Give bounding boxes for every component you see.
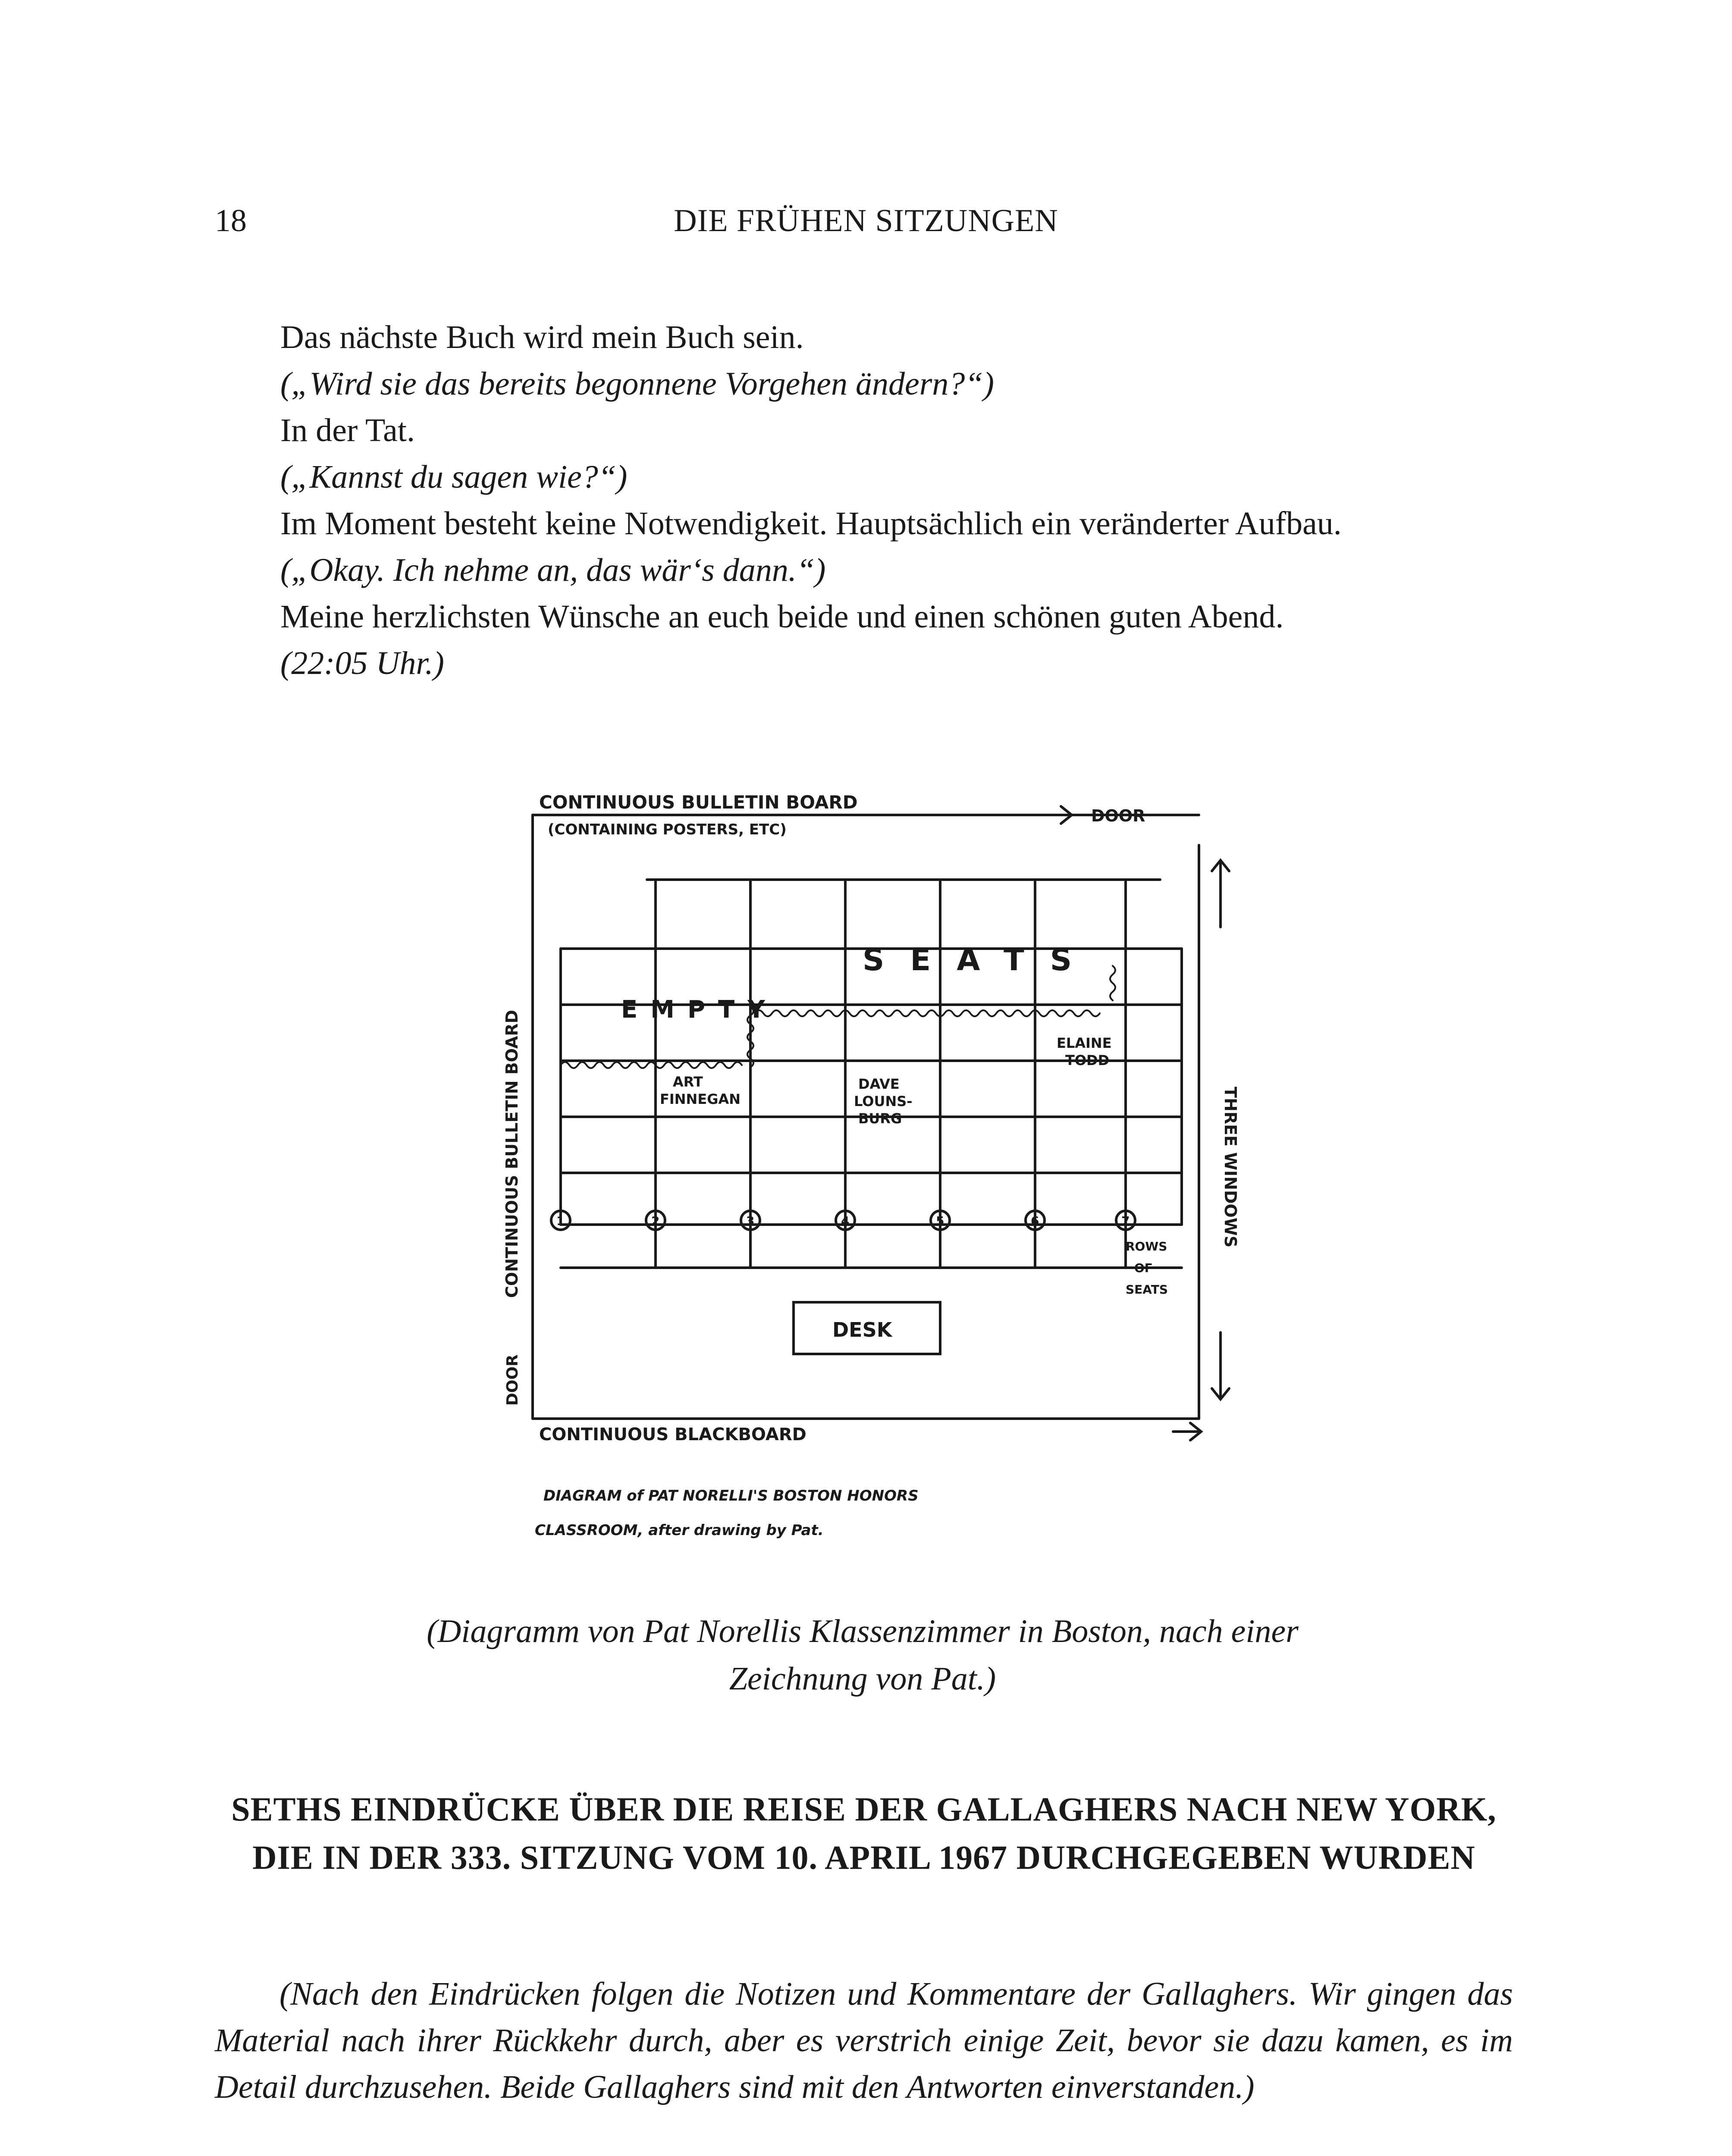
seat-grid-columns <box>561 880 1182 1268</box>
desk-label: DESK <box>832 1318 892 1341</box>
row-number: 4 <box>841 1214 850 1228</box>
person-dave-line3: BURG <box>858 1110 902 1127</box>
wavy-line <box>1110 966 1115 1000</box>
person-elaine-line2: TODD <box>1065 1052 1110 1069</box>
dialog-line: Meine herzlichsten Wünsche an euch beide und einen schönen guten Abend. <box>280 599 1284 635</box>
door-top-label: DOOR <box>1091 806 1145 825</box>
row-number: 2 <box>651 1214 660 1228</box>
row-number: 7 <box>1121 1214 1130 1228</box>
person-dave-line1: DAVE <box>858 1076 900 1092</box>
dialog-line: („Kannst du sagen wie?“) <box>280 459 628 495</box>
paragraph-italic: (Nach den Eindrücken folgen die Notizen und Kommentare der Gallaghers. Wir gingen das Material nach ihrer Rückkehr durch, aber es verstrich einige Zeit, bevor sie dazu kamen, es im Detail durchzusehen. Beide Gallaghers sind mit den Antworten einverstanden.) <box>215 1976 1513 2105</box>
rows-label-line3: SEATS <box>1126 1282 1168 1297</box>
person-elaine-line1: ELAINE <box>1057 1035 1112 1051</box>
seats-label: SEATS <box>863 942 1098 978</box>
dialog-line: Im Moment besteht keine Notwendigkeit. Hauptsächlich ein veränderter Aufbau. <box>280 505 1342 542</box>
classroom-diagram <box>492 785 1240 1578</box>
page-number: 18 <box>215 203 247 238</box>
handwritten-caption-1: DIAGRAM of PAT NORELLI'S BOSTON HONORS <box>543 1487 919 1504</box>
row-number: 6 <box>1031 1214 1039 1228</box>
dialog-line: („Okay. Ich nehme an, das wär‘s dann.“) <box>280 552 826 588</box>
section-heading: SETHS EINDRÜCKE ÜBER DIE REISE DER GALLAGHERS NACH NEW YORK, DIE IN DER 333. SITZUNG VOM 10. APRIL 1967 DURCHGEGEBEN WURDEN <box>231 1790 1497 1876</box>
bottom-arrow <box>1173 1423 1201 1440</box>
handwritten-caption-2: CLASSROOM, after drawing by Pat. <box>535 1522 824 1539</box>
person-art-line2: FINNEGAN <box>660 1091 740 1107</box>
rows-label-line1: ROWS <box>1126 1239 1167 1253</box>
dialog-line: (22:05 Uhr.) <box>280 645 444 681</box>
row-number: 5 <box>936 1214 944 1228</box>
door-left-label: DOOR <box>504 1354 521 1406</box>
empty-label: EMPTY <box>621 996 778 1024</box>
row-number: 3 <box>746 1214 755 1228</box>
classroom-diagram-svg <box>492 785 1240 1578</box>
figure-caption <box>302 1608 1423 1702</box>
top-label: CONTINUOUS BULLETIN BOARD <box>539 792 858 813</box>
dialog-line: In der Tat. <box>280 412 415 448</box>
dialog-line: Das nächste Buch wird mein Buch sein. <box>280 319 804 355</box>
row-number: 1 <box>556 1214 565 1228</box>
person-dave-line2: LOUNS- <box>854 1093 913 1109</box>
right-label: THREE WINDOWS <box>1221 1087 1240 1248</box>
right-arrow <box>1212 860 1229 927</box>
right-arrow-bottom <box>1212 1332 1229 1399</box>
session-dialog <box>280 314 1574 686</box>
top-sublabel: (CONTAINING POSTERS, ETC) <box>548 821 787 838</box>
caption-line-2: Zeichnung von Pat.) <box>729 1661 996 1697</box>
seat-grid <box>561 880 1182 1268</box>
running-title: DIE FRÜHEN SITZUNGEN <box>674 203 1058 238</box>
top-arrow <box>1035 806 1072 824</box>
rows-label-line2: OF <box>1134 1261 1153 1275</box>
dialog-line: („Wird sie das bereits begonnene Vorgehen ändern?“) <box>280 366 994 402</box>
caption-line-1: (Diagramm von Pat Norellis Klassenzimmer in Boston, nach einer <box>427 1613 1299 1649</box>
wavy-line <box>561 1062 742 1068</box>
person-art-line1: ART <box>673 1074 703 1090</box>
bottom-label: CONTINUOUS BLACKBOARD <box>539 1425 806 1445</box>
wavy-line <box>755 1010 1100 1016</box>
left-label: CONTINUOUS BULLETIN BOARD <box>502 1009 521 1298</box>
